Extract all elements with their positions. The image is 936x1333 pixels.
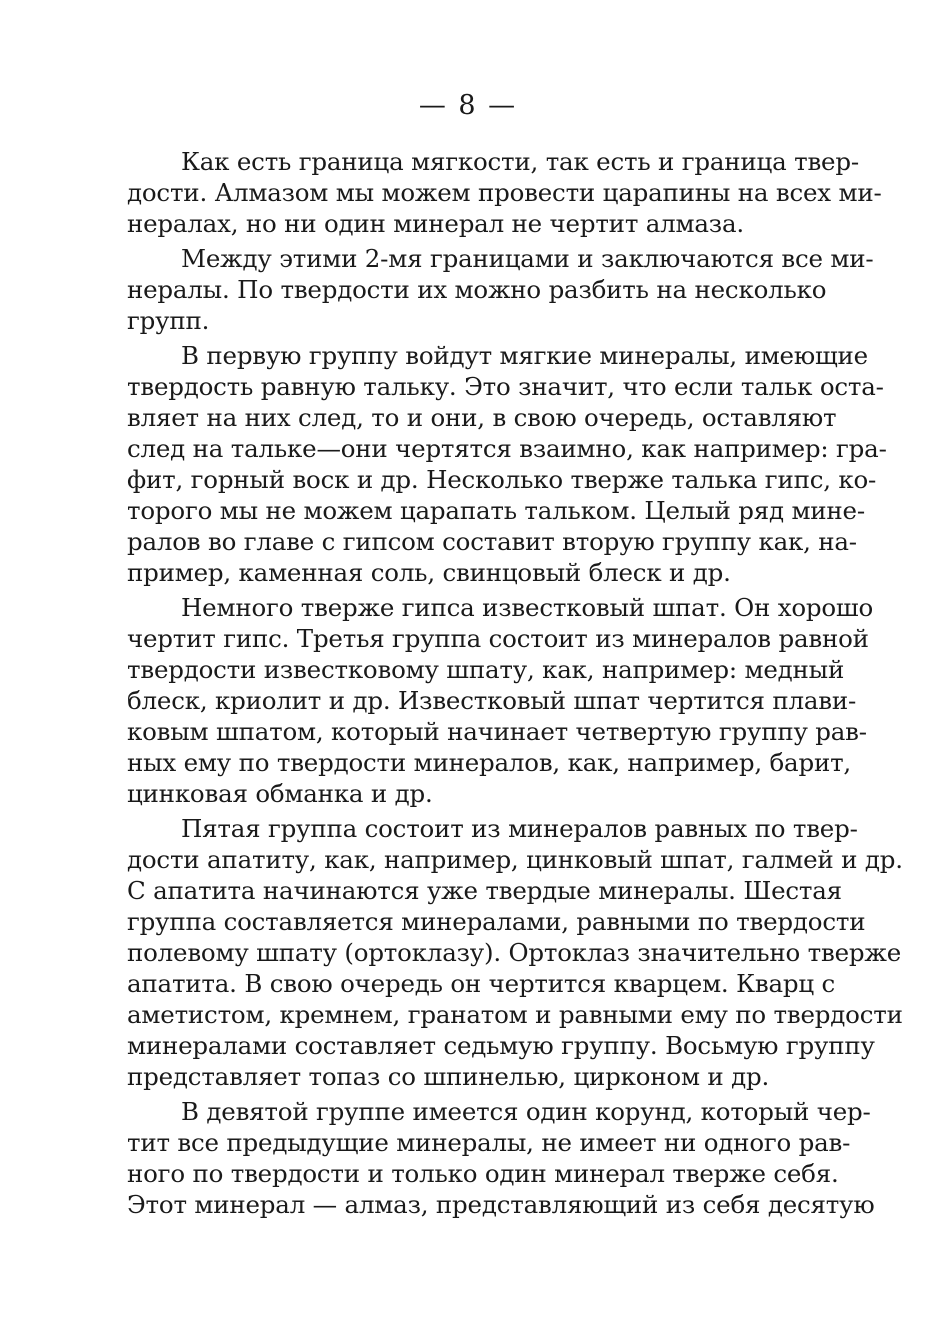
text-line: группа составляется минералами, равными по твердости [127, 907, 866, 936]
paragraph [127, 813, 903, 1092]
text-line: ралов во главе с гипсом составит вторую группу как, на- [127, 527, 857, 556]
text-line: цинковая обманка и др. [127, 779, 433, 808]
text-line: твердости известковому шпату, как, например: медный [127, 655, 845, 684]
text-line: Этот минерал — алмаз, представляющий из себя десятую [127, 1190, 875, 1219]
text-line: блеск, криолит и др. Известковый шпат чертится плави- [127, 686, 857, 715]
text-line: твердость равную тальку. Это значит, что если тальк оста- [127, 372, 884, 401]
page-text [127, 146, 903, 1220]
text-line: полевому шпату (ортоклазу). Ортоклаз значительно тверже [127, 938, 902, 967]
page-number: — 8 — [418, 90, 518, 121]
text-line: Пятая группа состоит из минералов равных по твер- [181, 814, 858, 843]
paragraph [127, 340, 887, 588]
text-line: ного по твердости и только один минерал тверже себя. [127, 1159, 839, 1188]
text-line: аметистом, кремнем, гранатом и равными ему по твердости [127, 1000, 903, 1029]
text-line: чертит гипс. Третья группа состоит из минералов равной [127, 624, 869, 653]
text-line: дости апатиту, как, например, цинковый шпат, галмей и др. [127, 845, 903, 874]
text-line: нералах, но ни один минерал не чертит алмаза. [127, 209, 744, 238]
paragraph [127, 1096, 875, 1220]
text-line: след на тальке—они чертятся взаимно, как например: гра- [127, 434, 887, 463]
text-line: дости. Алмазом мы можем провести царапины на всех ми- [127, 178, 882, 207]
paragraph [127, 243, 874, 336]
text-line: В первую группу войдут мягкие минералы, имеющие [181, 341, 868, 370]
text-line: представляет топаз со шпинелью, цирконом и др. [127, 1062, 770, 1091]
text-line: ных ему по твердости минералов, как, например, барит, [127, 748, 852, 777]
paragraph [127, 146, 882, 239]
text-line: ковым шпатом, который начинает четвертую группу рав- [127, 717, 867, 746]
text-line: пример, каменная соль, свинцовый блеск и др. [127, 558, 731, 587]
text-line: Немного тверже гипса известковый шпат. Он хорошо [181, 593, 874, 622]
text-line: апатита. В свою очередь он чертится кварцем. Кварц с [127, 969, 836, 998]
text-line: нералы. По твердости их можно разбить на несколько [127, 275, 827, 304]
text-line: торого мы не можем царапать тальком. Целый ряд мине- [127, 496, 865, 525]
text-line: Между этими 2-мя границами и заключаются все ми- [181, 244, 874, 273]
text-line: Как есть граница мягкости, так есть и граница твер- [181, 147, 859, 176]
text-line: минералами составляет седьмую группу. Восьмую группу [127, 1031, 875, 1060]
text-line: вляет на них след, то и они, в свою очередь, оставляют [127, 403, 837, 432]
text-line: тит все предыдущие минералы, не имеет ни одного рав- [127, 1128, 851, 1157]
text-line: В девятой группе имеется один корунд, который чер- [181, 1097, 871, 1126]
text-line: С апатита начинаются уже твердые минералы. Шестая [127, 876, 842, 905]
text-line: фит, горный воск и др. Несколько тверже талька гипс, ко- [127, 465, 877, 494]
paragraph [127, 592, 874, 809]
text-line: групп. [127, 306, 210, 335]
